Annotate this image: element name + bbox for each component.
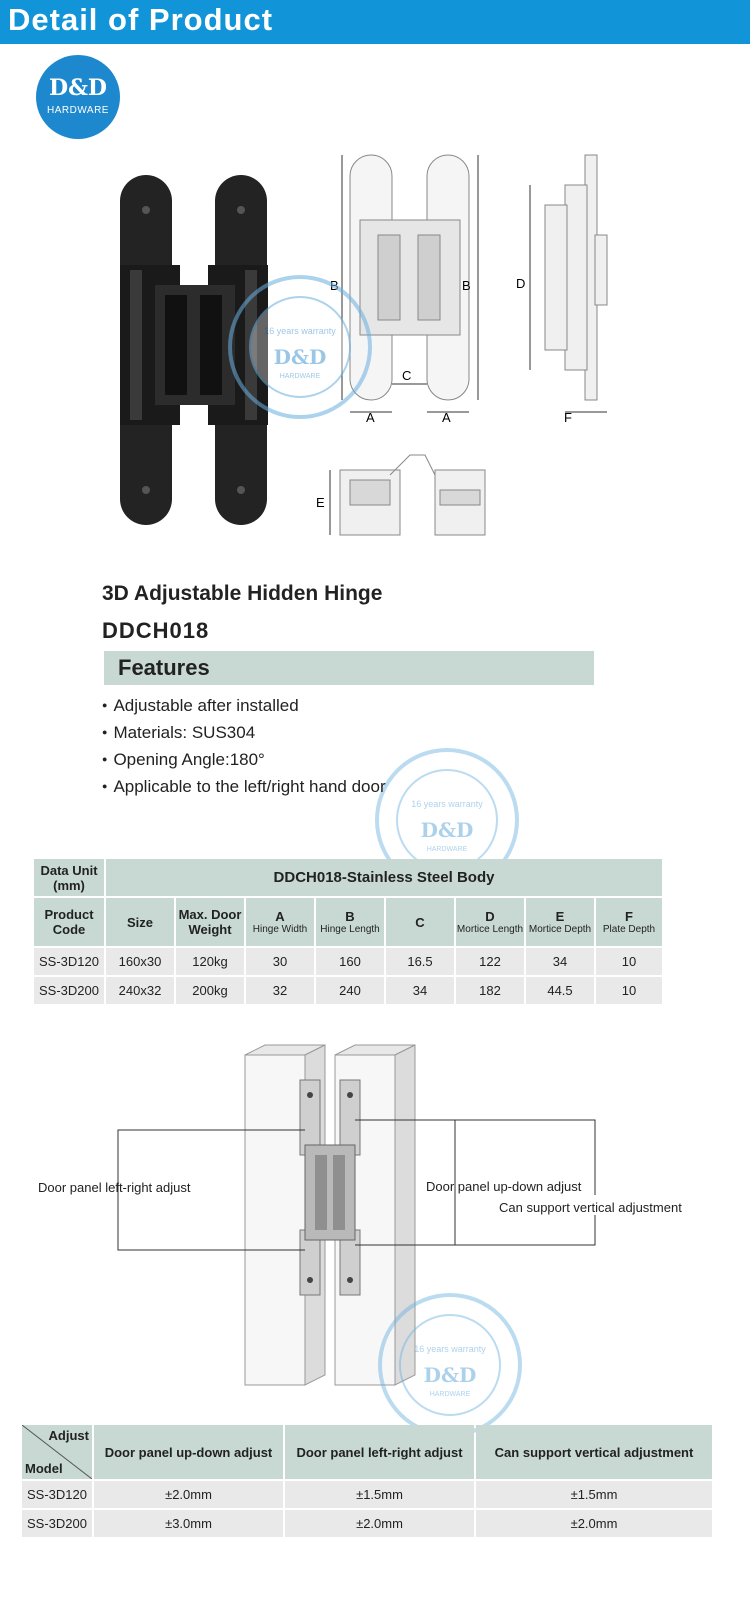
dim-e: E [316,495,325,510]
spec-table [32,857,664,1006]
brand-logo [36,55,120,139]
watermark-sub-3: HARDWARE [429,1391,471,1398]
watermark-warranty: 16 years warranty [264,326,336,336]
features-list [102,694,386,802]
col-header-sub: Hinge Width [252,924,308,935]
col-header [246,898,314,946]
table-cell: ±1.5mm [356,1487,403,1502]
col-header-main: E [555,909,565,924]
logo-text: D&D [48,75,108,101]
col-header [526,898,594,946]
feature-item: ● Opening Angle:180° [102,748,386,775]
spec-table-title: DDCH018-Stainless Steel Body [106,859,662,896]
col-header-sub: Plate Depth [602,924,656,935]
up-down-label: Door panel up-down adjust [426,1179,582,1194]
feature-item: ● Materials: SUS304 [102,721,386,748]
col-header [386,898,454,946]
table-cell: 30 [272,954,288,969]
watermark-stamp-3 [375,1290,525,1440]
col-header-sub: Mortice Length [456,924,524,935]
table-cell: ±2.0mm [356,1516,403,1531]
table-cell: 182 [479,983,501,998]
col-header-sub: Mortice Depth [528,924,592,935]
features-title: Features [118,655,210,680]
dim-b-right: B [462,278,471,293]
logo-subtext: HARDWARE [47,105,109,116]
vertical-label: Can support vertical adjustment [499,1200,682,1215]
adjust-header: Can support vertical adjustment [476,1425,712,1479]
unit-label: Data Unit [40,862,98,878]
dim-a-right: A [442,410,451,425]
table-row [34,977,662,1004]
table-cell: ±2.0mm [570,1516,618,1531]
corner-adjust: Adjust [48,1428,89,1443]
col-header-main: Max. Door Weight [178,907,242,937]
table-cell: SS-3D200 [39,983,99,998]
table-cell: 240 [339,983,361,998]
watermark-brand: D&D [273,345,327,369]
table-row [22,1510,712,1537]
side-view-drawing [510,150,620,425]
table-cell: 34 [552,954,568,969]
feature-item: ● Adjustable after installed [102,694,386,721]
watermark-warranty-2: 16 years warranty [411,799,483,809]
table-cell: 120kg [192,954,228,969]
dim-f: F [564,410,572,425]
table-cell: SS-3D120 [39,954,99,969]
col-header [176,898,244,946]
table-cell: 34 [412,983,428,998]
col-header-main: D [485,909,495,924]
table-cell: ±2.0mm [165,1487,212,1502]
table-cell: 122 [479,954,501,969]
table-cell: 10 [621,954,637,969]
dim-a-left: A [366,410,375,425]
dim-b-left: B [330,278,339,293]
col-header-main: F [625,909,633,924]
col-header-main: Size [126,914,153,930]
table-cell: 200kg [192,983,228,998]
col-header-sub: Hinge Length [320,924,380,935]
col-header-main: Product Code [44,907,94,937]
col-header-main: A [275,909,285,924]
table-cell: 44.5 [547,983,573,998]
table-cell: 16.5 [407,954,433,969]
col-header [106,898,174,946]
adjust-table [20,1423,714,1539]
watermark-brand-2: D&D [420,818,474,842]
watermark-sub-2: HARDWARE [426,846,468,853]
unit-cell [34,859,104,896]
col-header-main: C [415,914,425,930]
table-row [22,1481,712,1508]
watermark-stamp [225,272,375,422]
table-cell: 32 [272,983,288,998]
dim-d: D [516,276,526,291]
table-cell: SS-3D200 [27,1516,87,1531]
table-cell: SS-3D120 [27,1487,87,1502]
page-title: Detail of Product [8,2,274,37]
table-row [34,948,662,975]
table-cell: ±1.5mm [570,1487,618,1502]
watermark-brand-3: D&D [423,1363,477,1387]
top-view-drawing [310,445,490,545]
watermark-sub: HARDWARE [279,373,321,380]
table-cell: 160x30 [118,954,162,969]
table-cell: ±3.0mm [165,1516,212,1531]
left-right-label: Door panel left-right adjust [38,1180,191,1195]
product-title: 3D Adjustable Hidden Hinge [102,582,383,605]
corner-cell [22,1425,92,1479]
table-cell: 160 [339,954,361,969]
table-cell: 10 [621,983,637,998]
col-header [456,898,524,946]
col-header [596,898,662,946]
feature-item: ● Applicable to the left/right hand door [102,775,386,802]
corner-model: Model [25,1461,63,1476]
unit-mm: (mm) [53,877,85,893]
table-cell: 240x32 [118,983,162,998]
product-code: DDCH018 [102,618,210,643]
adjust-header: Door panel left-right adjust [285,1425,474,1479]
watermark-warranty-3: 16 years warranty [414,1344,486,1354]
col-header-main: B [345,909,355,924]
adjust-header: Door panel up-down adjust [94,1425,283,1479]
dim-c: C [402,368,412,383]
col-header [316,898,384,946]
col-header [34,898,104,946]
